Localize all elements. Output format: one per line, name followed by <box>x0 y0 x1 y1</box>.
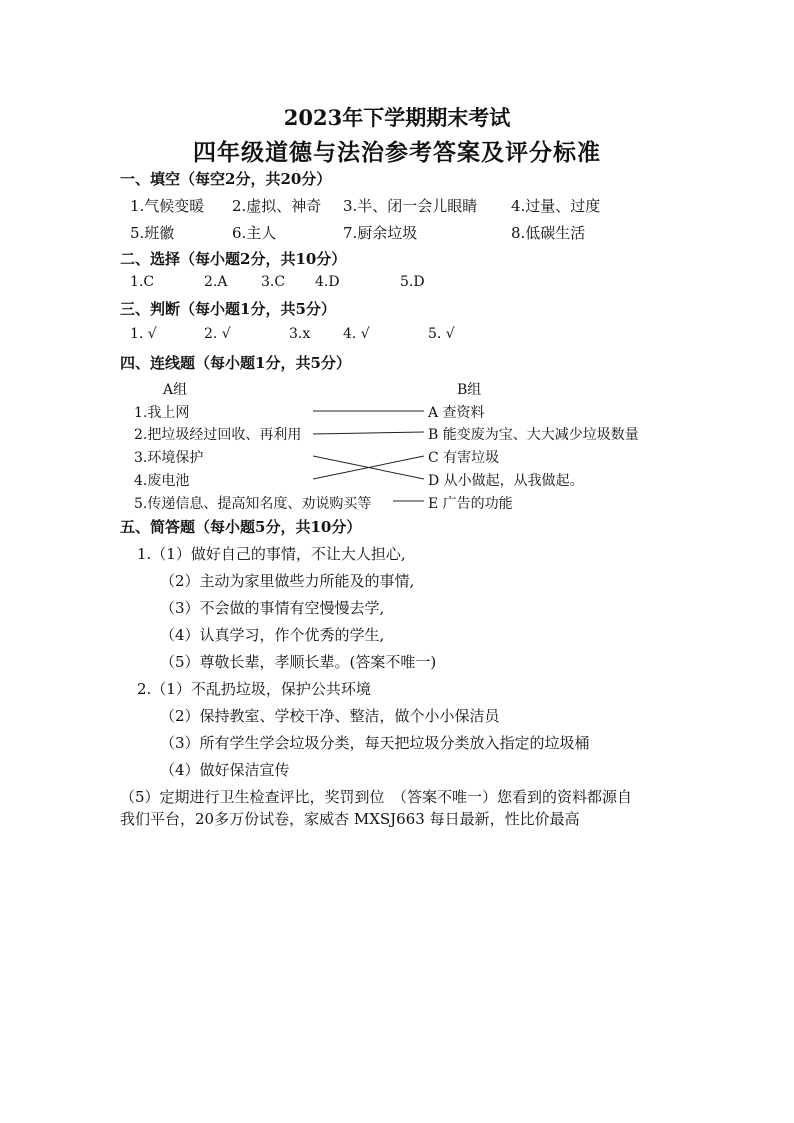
match-line-3-d <box>313 456 424 479</box>
judge-answer-4: 4. √ <box>343 326 370 342</box>
judge-answer-5: 5. √ <box>428 326 455 342</box>
group-b-item-c: C 有害垃圾 <box>428 450 500 466</box>
group-b-item-d: D 从小做起，从我做起。 <box>428 473 584 489</box>
fill-answer-3: 3.半、闭一会儿眼睛 <box>343 197 478 215</box>
choice-answer-5: 5.D <box>400 274 425 290</box>
fill-answer-2: 2.虚拟、神奇 <box>232 197 322 215</box>
judge-answer-1: 1. √ <box>130 326 157 342</box>
section-1-heading: 一、填空（每空2分，共20分） <box>120 170 332 188</box>
group-b-item-b: B 能变废为宝、大大减少垃圾数量 <box>428 427 639 443</box>
short-answer-2-line-2: （2）保持教室、学校干净、整洁，做个小小保洁员 <box>160 707 500 725</box>
section-2-heading: 二、选择（每小题2分，共10分） <box>120 250 347 268</box>
group-a-label: A组 <box>163 382 188 398</box>
section-5-heading: 五、简答题（每小题5分，共10分） <box>120 518 362 536</box>
choice-answer-3: 3.C <box>261 274 286 290</box>
group-b-item-e: E 广告的功能 <box>428 496 513 512</box>
choice-answer-1: 1.C <box>130 274 155 290</box>
match-line-4-c <box>313 456 424 479</box>
fill-answer-5: 5.班徽 <box>130 224 175 242</box>
short-answer-2-line-4: （4）做好保洁宣传 <box>160 761 290 779</box>
choice-answer-2: 2.A <box>204 274 228 290</box>
judge-answer-3: 3.x <box>289 326 311 342</box>
short-answer-1-line-4: （4）认真学习，作个优秀的学生, <box>160 626 385 644</box>
answer-key-title: 四年级道德与法治参考答案及评分标准 <box>193 139 601 166</box>
group-b-label: B组 <box>457 382 482 398</box>
short-answer-1-line-1: 1.（1）做好自己的事情，不让大人担心, <box>137 545 406 563</box>
fill-answer-8: 8.低碳生活 <box>511 224 586 242</box>
fill-answer-6: 6.主人 <box>232 224 277 242</box>
choice-answer-4: 4.D <box>315 274 340 290</box>
short-answer-2-line-3: （3）所有学生学会垃圾分类，每天把垃圾分类放入指定的垃圾桶 <box>160 734 590 752</box>
watermark-line: 我们平台，20多万份试卷，家威杏 MXSJ663 每日最新，性比价最高 <box>120 810 580 828</box>
group-a-item-3: 3.环境保护 <box>134 450 204 466</box>
group-b-item-a: A 查资料 <box>428 405 485 421</box>
short-answer-2-line-1: 2.（1）不乱扔垃圾，保护公共环境 <box>137 680 371 698</box>
fill-answer-7: 7.厨余垃圾 <box>343 224 418 242</box>
match-line-2-b <box>313 432 424 434</box>
short-answer-2-line-5: （5）定期进行卫生检查评比，奖罚到位 （答案不唯一）您看到的资料都源自 <box>120 788 633 806</box>
section-4-heading: 四、连线题（每小题1分，共5分） <box>120 354 351 372</box>
judge-answer-2: 2. √ <box>204 326 231 342</box>
section-3-heading: 三、判断（每小题1分，共5分） <box>120 300 336 318</box>
group-a-item-1: 1.我上网 <box>134 405 190 421</box>
fill-answer-1: 1.气候变暖 <box>130 197 205 215</box>
group-a-item-5: 5.传递信息、提高知名度、劝说购买等 <box>134 496 372 512</box>
group-a-item-4: 4.废电池 <box>134 473 190 489</box>
short-answer-1-line-2: （2）主动为家里做些力所能及的事情, <box>160 572 415 590</box>
short-answer-1-line-5: （5）尊敬长辈，孝顺长辈。(答案不唯一) <box>160 653 437 671</box>
fill-answer-4: 4.过量、过度 <box>511 197 601 215</box>
short-answer-1-line-3: （3）不会做的事情有空慢慢去学, <box>160 599 385 617</box>
group-a-item-2: 2.把垃圾经过回收、再利用 <box>134 427 302 443</box>
exam-title: 2023年下学期期末考试 <box>283 105 511 130</box>
